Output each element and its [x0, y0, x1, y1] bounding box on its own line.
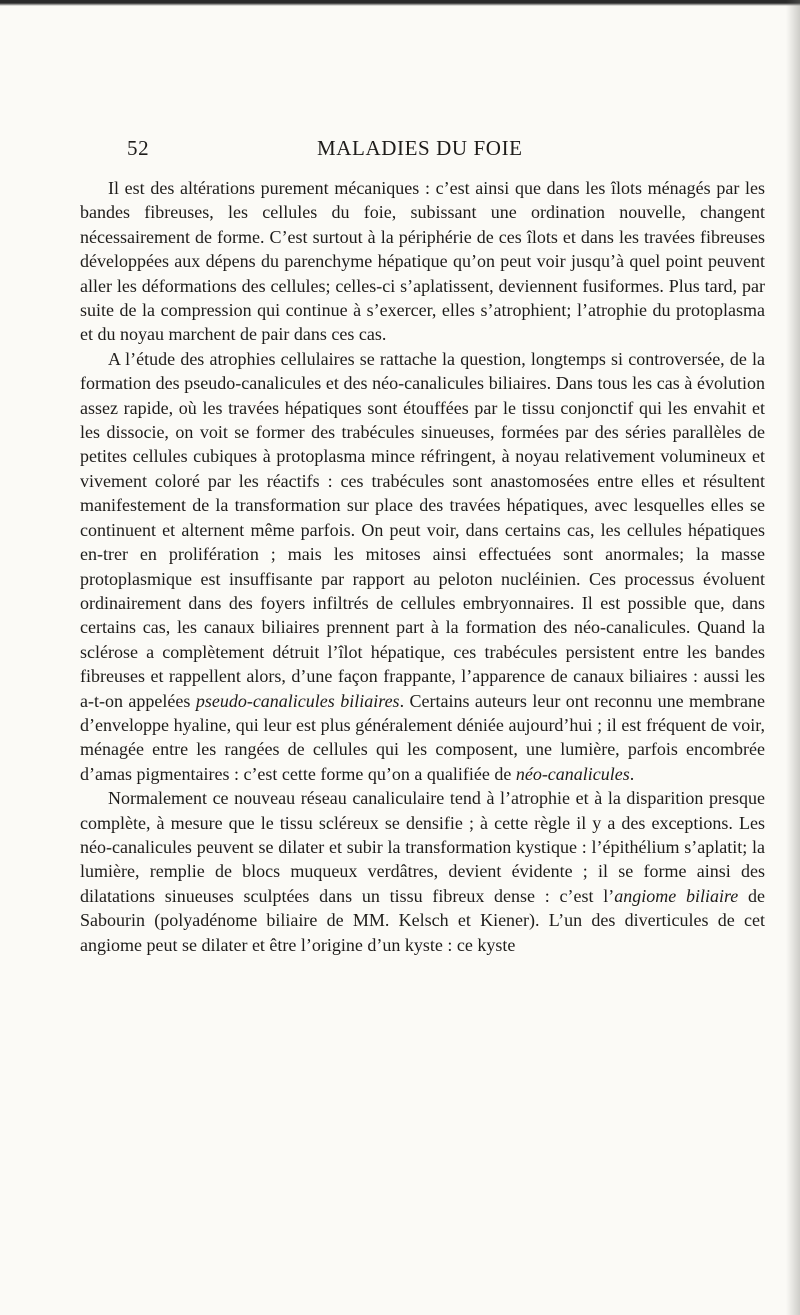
paragraph-3	[80, 786, 765, 957]
italic-term-pseudo-canalicules: pseudo-canalicules biliaires	[195, 690, 400, 711]
italic-term-angiome-biliaire: angiome biliaire	[614, 885, 739, 906]
paragraph-2	[80, 347, 765, 786]
paragraph-text: A l’étude des atrophies cellulaires se rattache la question, longtemps si controversée, de la formation des pseudo-canalicules et des néo-canalicules biliaires. Dans tous les cas à évolution assez rapide, où les travées hépatiques sont étouffées par le tissu conjonctif qui les envahit et les dissocie, on voit se former des trabécules sinueuses, formées par des séries parallèles de petites cellules cubiques à protoplasma mince réfringent, à noyau relativement volumineux et vivement coloré par les réactifs : ces trabécules sont anastomosées entre elles et résultent manifestement de la transformation sur place des travées hépatiques, avec lesquelles elles se continuent et alternent même parfois. On peut voir, dans certains cas, les cellules hépatiques en-trer en prolifération ; mais les mitoses ainsi effectuées sont anormales; la masse protoplasmique est insuffisante par rapport au peloton nucléinien. Ces processus évoluent ordinairement dans des foyers infiltrés de cellules embryonnaires. Il est possible que, dans certains cas, les canaux biliaires prennent part à la formation des néo-canalicules. Quand la sclérose a complètement détruit l’îlot hépatique, ces trabécules persistent entre les bandes fibreuses et rappellent alors, d’une façon frappante, l’apparence de canaux biliaires : aussi les a-t-on appelées	[80, 348, 765, 711]
italic-term-neo-canalicules: néo-canalicules	[515, 763, 630, 784]
page-number: 52	[127, 136, 150, 160]
paragraph-text: Normalement ce nouveau réseau canaliculaire tend à l’atrophie et à la disparition presque complète, à mesure que le tissu scléreux se densifie ; à cette règle il y a des exceptions. Les néo-canalicules peuvent se dilater et subir la transformation kystique : l’épithélium s’aplatit; la lumière, remplie de blocs muqueux verdâtres, devient évidente ; il se forme ainsi des dilatations sinueuses sculptées dans un tissu fibreux dense : c’est l’	[80, 788, 765, 906]
paragraph-text: Il est des altérations purement mécaniques : c’est ainsi que dans les îlots ménagés par les bandes fibreuses, les cellules du foie, subissant une ordination nouvelle, changent nécessairement de forme. C’est surtout à la périphérie de ces îlots et dans les travées fibreuses développées aux dépens du parenchyme hépatique qu’on peut voir jusqu’à quel point peuvent aller les déformations des cellules; celles-ci s’aplatissent, deviennent fusiformes. Plus tard, par suite de la compression qui continue à s’exercer, elles s’atrophient; l’atrophie du protoplasma et du noyau marchent de pair dans ces cas.	[80, 178, 765, 345]
page-right-edge-shadow	[786, 0, 800, 1315]
paragraph-text: .	[629, 763, 635, 784]
paragraph-1	[80, 176, 765, 347]
body-text	[80, 176, 765, 957]
page-top-edge	[0, 0, 800, 6]
paragraph-text: . Certains auteurs leur ont reconnu une membrane d’enveloppe hyaline, qui leur est plus généralement déniée aujourd’hui ; il est fréquent de voir, ménagée entre les rangées de cellules qui les composent, une lumière, parfois encombrée d’amas pigmentaires : c’est cette forme qu’on a qualifiée de	[80, 690, 766, 784]
running-title: MALADIES DU FOIE	[317, 136, 523, 160]
page-header	[127, 136, 767, 164]
paragraph-text: de Sabourin (polyadénome biliaire de MM. Kelsch et Kiener). L’un des diverticules de cet angiome peut se dilater et être l’origine d’un kyste : ce kyste	[80, 885, 766, 955]
